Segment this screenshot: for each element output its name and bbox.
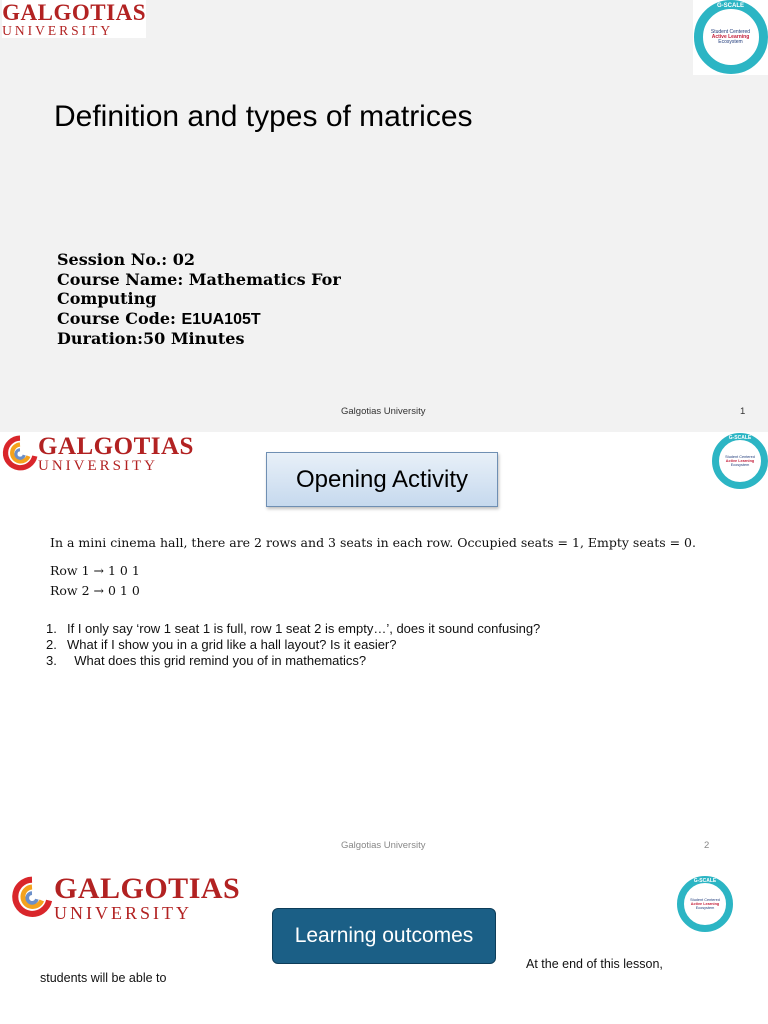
row-1-values: Row 1 → 1 0 1	[50, 563, 140, 578]
badge-line3: Ecosystem	[730, 462, 750, 467]
course-name: Course Name: Mathematics For Computing	[57, 269, 341, 308]
outcomes-intro-part1: At the end of this lesson,	[526, 957, 663, 971]
badge-line1: Student Centered	[690, 898, 720, 903]
slide-1	[0, 0, 768, 432]
g-scale-badge	[693, 0, 768, 75]
row-2-values: Row 2 → 0 1 0	[50, 583, 140, 598]
outcomes-intro-part2: students will be able to	[40, 971, 167, 985]
duration: Duration:50 Minutes	[57, 329, 245, 348]
logo-line2: UNIVERSITY	[2, 22, 114, 38]
logo-line1: GALGOTIAS	[38, 433, 194, 460]
badge-line2: Active Learning	[725, 459, 755, 463]
badge-line3: Ecosystem	[695, 905, 715, 910]
badge-line2: Active Learning	[711, 33, 750, 40]
course-code-label: Course Code:	[57, 308, 182, 328]
badge-title: G-SCALE	[717, 3, 744, 9]
g-scale-badge	[677, 876, 733, 932]
slide-3	[0, 858, 768, 1024]
session-info	[57, 250, 357, 349]
badge-line2: Active Learning	[690, 902, 720, 906]
course-code	[57, 309, 357, 330]
badge-line1: Student Centered	[725, 455, 755, 460]
galgotias-logo	[2, 434, 194, 474]
logo-swirl-icon	[2, 434, 38, 474]
g-scale-badge	[712, 433, 768, 489]
badge-line1: Student Centered	[710, 28, 751, 35]
page-number: 1	[740, 406, 746, 417]
list-item: 3. What does this grid remind you of in mathematics?	[46, 652, 367, 668]
badge-line3: Ecosystem	[718, 39, 743, 46]
activity-intro: In a mini cinema hall, there are 2 rows and 3 seats in each row. Occupied seats = 1, Empty seats = 0.	[50, 535, 696, 550]
galgotias-logo	[10, 874, 240, 922]
question-list	[46, 621, 540, 668]
footer-text: Galgotias University	[341, 406, 426, 417]
learning-outcomes-heading: Learning outcomes	[272, 908, 496, 964]
galgotias-logo	[2, 0, 146, 38]
logo-line1: GALGOTIAS	[54, 872, 241, 905]
slide-title: Definition and types of matrices	[54, 100, 473, 133]
logo-swirl-icon	[10, 876, 54, 920]
slide-2	[0, 432, 768, 858]
list-item: 1. If I only say ‘row 1 seat 1 is full, row 1 seat 2 is empty…’, does it sound confusing?	[46, 621, 541, 636]
page-number: 2	[704, 840, 710, 851]
logo-line2: UNIVERSITY	[54, 903, 192, 923]
footer-text: Galgotias University	[341, 840, 426, 851]
opening-activity-heading: Opening Activity	[266, 452, 498, 507]
course-code-value: E1UA105T	[181, 310, 261, 328]
badge-title: G-SCALE	[728, 435, 752, 441]
badge-title: G-SCALE	[693, 878, 717, 884]
list-item: 2. What if I show you in a grid like a hall layout? Is it easier?	[46, 636, 397, 652]
logo-line1: GALGOTIAS	[2, 0, 146, 25]
logo-line2: UNIVERSITY	[38, 458, 158, 474]
session-number: Session No.: 02	[57, 250, 196, 269]
